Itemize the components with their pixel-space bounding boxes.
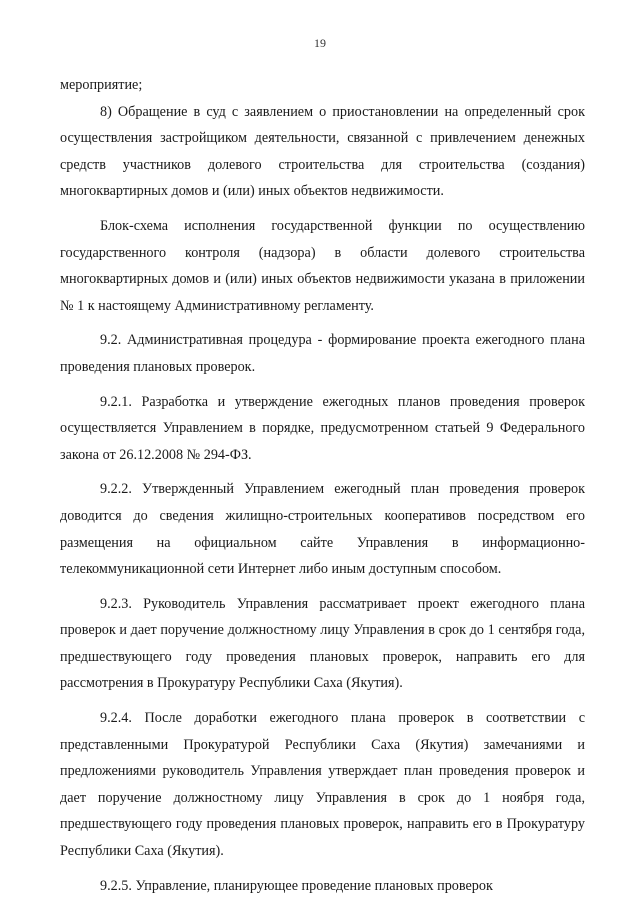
paragraph-item-8: 8) Обращение в суд с заявлением о приостановлении на определенный срок осуществления застройщиком деятельности, связанной с привлечением денежных средств участников долевого строительства для строительства (создания) многоквартирных домов и (или) иных объектов недвижимости. [60,103,585,200]
page-number: 19 [314,36,326,50]
paragraph-9-2-3: 9.2.3. Руководитель Управления рассматривает проект ежегодного плана проверок и дает поручение должностному лицу Управления в срок до 1 сентября года, предшествующего году проведения плановых проверок, направить его для рассмотрения в Прокуратуру Республики Саха (Якутия). [60,595,585,692]
document-body [60,72,585,899]
paragraph-flowchart-reference: Блок-схема исполнения государственной функции по осуществлению государственного контроля (надзора) в области долевого строительства многоквартирных домов и (или) иных объектов недвижимости указана в приложении № 1 к настоящему Административному регламенту. [60,217,585,314]
paragraph-9-2: 9.2. Административная процедура - формирование проекта ежегодного плана проведения плановых проверок. [60,332,585,375]
paragraph-9-2-1: 9.2.1. Разработка и утверждение ежегодных планов проведения проверок осуществляется Управлением в порядке, предусмотренном статьей 9 Федерального закона от 26.12.2008 № 294-ФЗ. [60,393,585,463]
paragraph-continuation: мероприятие; [60,77,143,93]
paragraph-9-2-5: 9.2.5. Управление, планирующее проведение плановых проверок [100,877,493,894]
paragraph-9-2-4: 9.2.4. После доработки ежегодного плана проверок в соответствии с представленными Прокуратурой Республики Саха (Якутия) замечаниями и предложениями руководитель Управления утверждает план проведения проверок и дает поручение должностному лицу Управления в срок до 1 ноября года, предшествующего году проведения плановых проверок, направить его в Прокуратуру Республики Саха (Якутия). [60,710,585,860]
paragraph-9-2-2: 9.2.2. Утвержденный Управлением ежегодный план проведения проверок доводится до сведения жилищно-строительных кооперативов посредством его размещения на официальном сайте Управления в информационно-телекоммуникационной сети Интернет либо иным доступным способом. [60,481,585,578]
